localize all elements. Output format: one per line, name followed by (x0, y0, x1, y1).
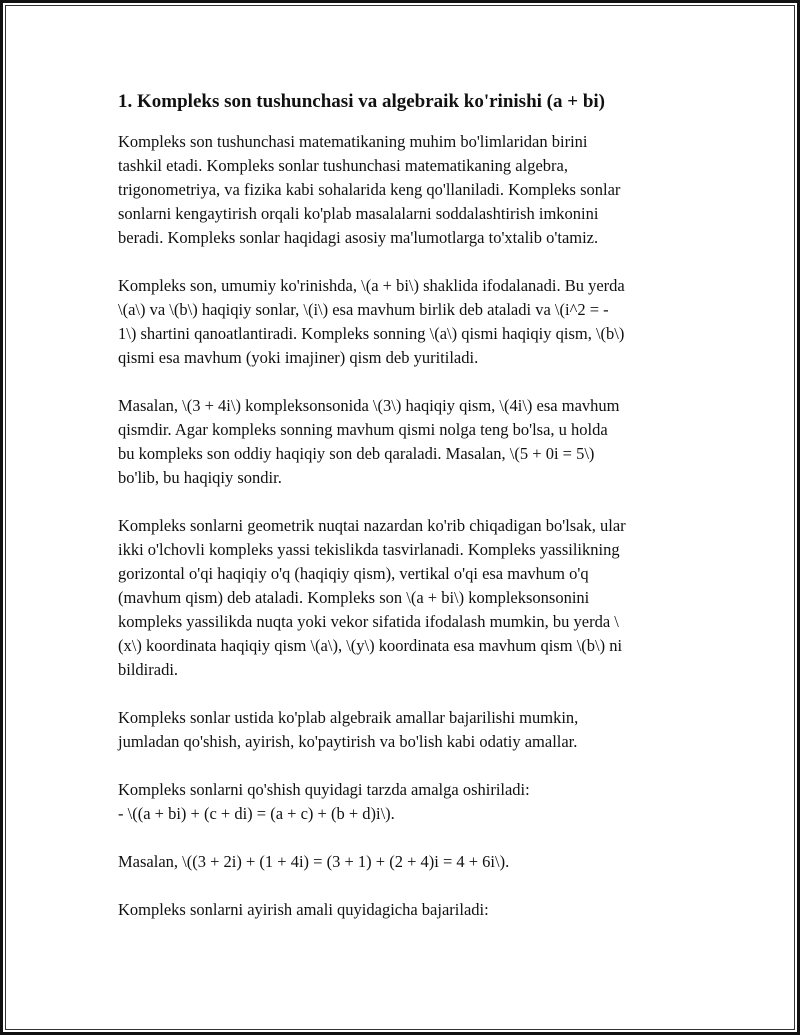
formula-line: - \((a + bi) + (c + di) = (a + c) + (b + d)i\). (118, 804, 395, 823)
text-line: Kompleks sonlarni ayirish amali quyidagicha bajariladi: (118, 900, 489, 919)
text-line: qismi esa mavhum (yoki imajiner) qism deb yuritiladi. (118, 348, 479, 367)
paragraph-subtraction (118, 898, 688, 922)
document-body (118, 88, 688, 946)
text-line: bildiradi. (118, 660, 179, 679)
paragraph-addition (118, 778, 688, 826)
text-line: sonlarni kengaytirish orqali ko'plab masalalarni soddalashtirish imkonini (118, 204, 599, 223)
section-heading: 1. Kompleks son tushunchasi va algebraik ko'rinishi (a + bi) (118, 91, 605, 112)
text-line: qismdir. Agar kompleks sonning mavhum qismi nolga teng bo'lsa, u holda (118, 420, 608, 439)
text-line: Masalan, \(3 + 4i\) kompleksonsonida \(3\) haqiqiy qism, \(4i\) esa mavhum (118, 396, 620, 415)
text-line: Masalan, \((3 + 2i) + (1 + 4i) = (3 + 1) + (2 + 4)i = 4 + 6i\). (118, 852, 510, 871)
text-line: Kompleks sonlarni geometrik nuqtai nazardan ko'rib chiqadigan bo'lsak, ular (118, 516, 626, 535)
paragraph-example (118, 394, 688, 490)
text-line: tashkil etadi. Kompleks sonlar tushunchasi matematikaning algebra, (118, 156, 568, 175)
text-line: kompleks yassilikda nuqta yoki vekor sifatida ifodalash mumkin, bu yerda \ (118, 612, 619, 631)
paragraph-intro (118, 130, 688, 250)
text-line: (x\) koordinata haqiqiy qism \(a\), \(y\) koordinata esa mavhum qism \(b\) ni (118, 636, 623, 655)
text-line: \(a\) va \(b\) haqiqiy sonlar, \(i\) esa mavhum birlik deb ataladi va \(i^2 = - (118, 300, 609, 319)
text-line: beradi. Kompleks sonlar haqidagi asosiy ma'lumotlarga to'xtalib o'tamiz. (118, 228, 599, 247)
text-line: (mavhum qism) deb ataladi. Kompleks son \(a + bi\) kompleksonsonini (118, 588, 590, 607)
text-line: Kompleks sonlar ustida ko'plab algebraik amallar bajarilishi mumkin, (118, 708, 579, 727)
paragraph-general-form (118, 274, 688, 370)
text-line: 1\) shartini qanoatlantiradi. Kompleks sonning \(a\) qismi haqiqiy qism, \(b\) (118, 324, 625, 343)
paragraph-geometric (118, 514, 688, 682)
text-line: bu kompleks son oddiy haqiqiy son deb qaraladi. Masalan, \(5 + 0i = 5\) (118, 444, 595, 463)
text-line: Kompleks son, umumiy ko'rinishda, \(a + bi\) shaklida ifodalanadi. Bu yerda (118, 276, 625, 295)
paragraph-addition-example (118, 850, 688, 874)
text-line: ikki o'lchovli kompleks yassi tekislikda tasvirlanadi. Kompleks yassilikning (118, 540, 620, 559)
text-line: trigonometriya, va fizika kabi sohalarida keng qo'llaniladi. Kompleks sonlar (118, 180, 621, 199)
text-line: Kompleks sonlarni qo'shish quyidagi tarzda amalga oshiriladi: (118, 780, 530, 799)
text-line: jumladan qo'shish, ayirish, ko'paytirish va bo'lish kabi odatiy amallar. (118, 732, 578, 751)
text-line: gorizontal o'qi haqiqiy o'q (haqiqiy qism), vertikal o'qi esa mavhum o'q (118, 564, 589, 583)
paragraph-operations (118, 706, 688, 754)
text-line: Kompleks son tushunchasi matematikaning muhim bo'limlaridan birini (118, 132, 588, 151)
text-line: bo'lib, bu haqiqiy sondir. (118, 468, 282, 487)
